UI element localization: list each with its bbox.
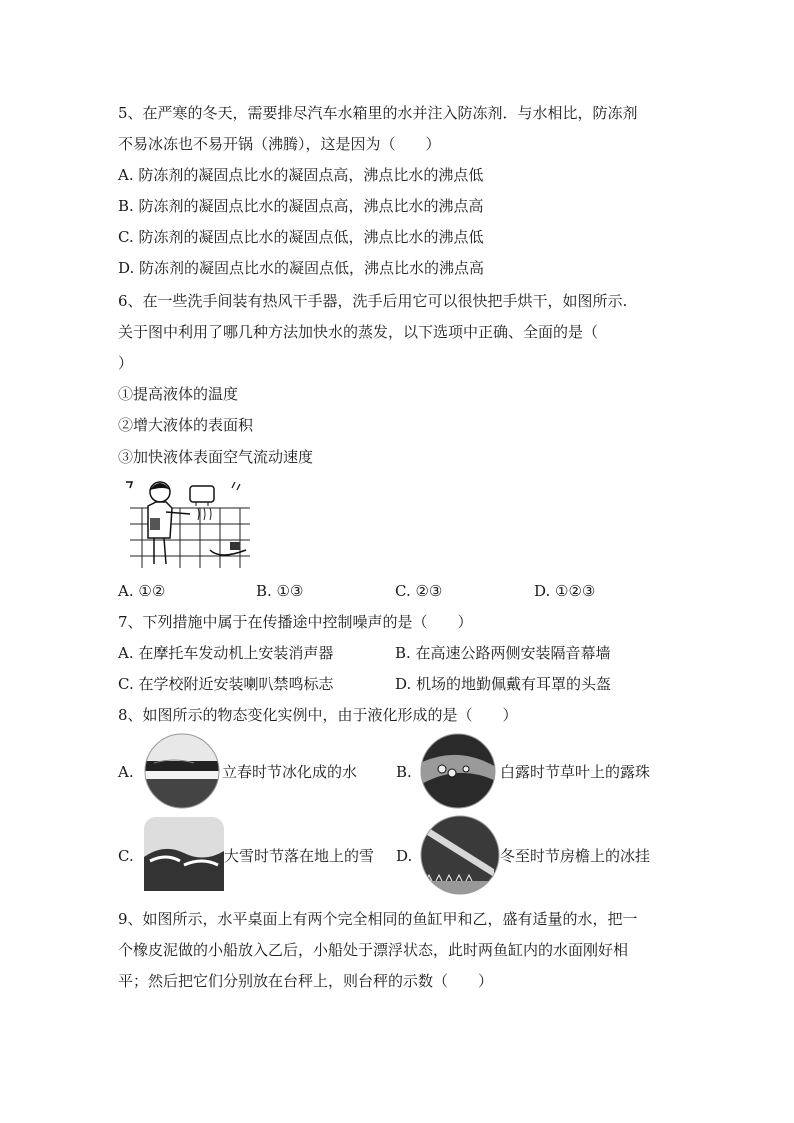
q8-option-d[interactable]	[396, 815, 676, 895]
q8-option-d-letter: D.	[396, 847, 413, 865]
q9-stem-line-3: 平；然后把它们分别放在台秤上，则台秤的示数（ ）	[118, 972, 494, 990]
icicles-image	[420, 815, 500, 895]
q5-option-a[interactable]: A. 防冻剂的凝固点比水的凝固点高，沸点比水的沸点低	[118, 166, 484, 184]
q6-item-1: ①提高液体的温度	[118, 385, 239, 403]
q8-option-a-caption: 立春时节冰化成的水	[222, 763, 358, 781]
q5-stem-line-2: 不易冰冻也不易开锅（沸腾），这是因为（ ）	[118, 135, 441, 153]
melting-ice-image	[144, 733, 220, 809]
q5-option-c[interactable]: C. 防冻剂的凝固点比水的凝固点低，沸点比水的沸点低	[118, 228, 484, 246]
q6-option-b[interactable]: B. ①③	[256, 582, 304, 600]
dew-drops-image	[420, 733, 496, 809]
q5-stem-line-1: 5、在严寒的冬天，需要排尽汽车水箱里的水并注入防冻剂．与水相比，防冻剂	[118, 104, 638, 122]
q8-stem: 8、如图所示的物态变化实例中，由于液化形成的是（ ）	[118, 706, 518, 724]
snow-image	[144, 817, 224, 891]
q7-option-d[interactable]: D. 机场的地勤佩戴有耳罩的头盔	[395, 675, 612, 693]
q8-option-b-caption: 白露时节草叶上的露珠	[500, 763, 651, 781]
q7-option-b[interactable]: B. 在高速公路两侧安装隔音幕墙	[395, 644, 611, 662]
q8-option-c-letter: C.	[118, 847, 134, 865]
q6-option-a[interactable]: A. ①②	[118, 582, 166, 600]
q6-stem-line-2: 关于图中利用了哪几种方法加快水的蒸发，以下选项中正确、全面的是（	[118, 323, 599, 341]
q8-option-a-letter: A.	[118, 763, 134, 781]
q8-option-a[interactable]	[118, 733, 388, 811]
q8-option-d-caption: 冬至时节房檐上的冰挂	[500, 847, 651, 865]
q9-stem-line-2: 个橡皮泥做的小船放入乙后，小船处于漂浮状态，此时两鱼缸内的水面刚好相	[118, 941, 629, 959]
q5-option-b[interactable]: B. 防冻剂的凝固点比水的凝固点高，沸点比水的沸点高	[118, 197, 484, 215]
q6-option-d[interactable]: D. ①②③	[534, 582, 596, 600]
q6-stem-line-3: ）	[118, 354, 134, 372]
q7-option-c[interactable]: C. 在学校附近安装喇叭禁鸣标志	[118, 675, 334, 693]
q8-option-c-caption: 大雪时节落在地上的雪	[224, 847, 375, 865]
q5-option-d[interactable]: D. 防冻剂的凝固点比水的凝固点低，沸点比水的沸点高	[118, 259, 485, 277]
q7-option-a[interactable]: A. 在摩托车发动机上安装消声器	[118, 644, 334, 662]
q9-stem-line-1: 9、如图所示，水平桌面上有两个完全相同的鱼缸甲和乙，盛有适量的水，把一	[118, 910, 638, 928]
q6-option-c[interactable]: C. ②③	[395, 582, 443, 600]
q8-option-b[interactable]	[396, 733, 676, 811]
hand-dryer-figure	[120, 478, 255, 570]
q8-option-b-letter: B.	[396, 763, 412, 781]
q6-item-2: ②增大液体的表面积	[118, 416, 254, 434]
q6-stem-line-1: 6、在一些洗手间装有热风干手器，洗手后用它可以很快把手烘干，如图所示.	[118, 292, 628, 310]
q6-item-3: ③加快液体表面空气流动速度	[118, 448, 314, 466]
q7-stem: 7、下列措施中属于在传播途中控制噪声的是（ ）	[118, 613, 473, 631]
q8-option-c[interactable]	[118, 817, 398, 893]
